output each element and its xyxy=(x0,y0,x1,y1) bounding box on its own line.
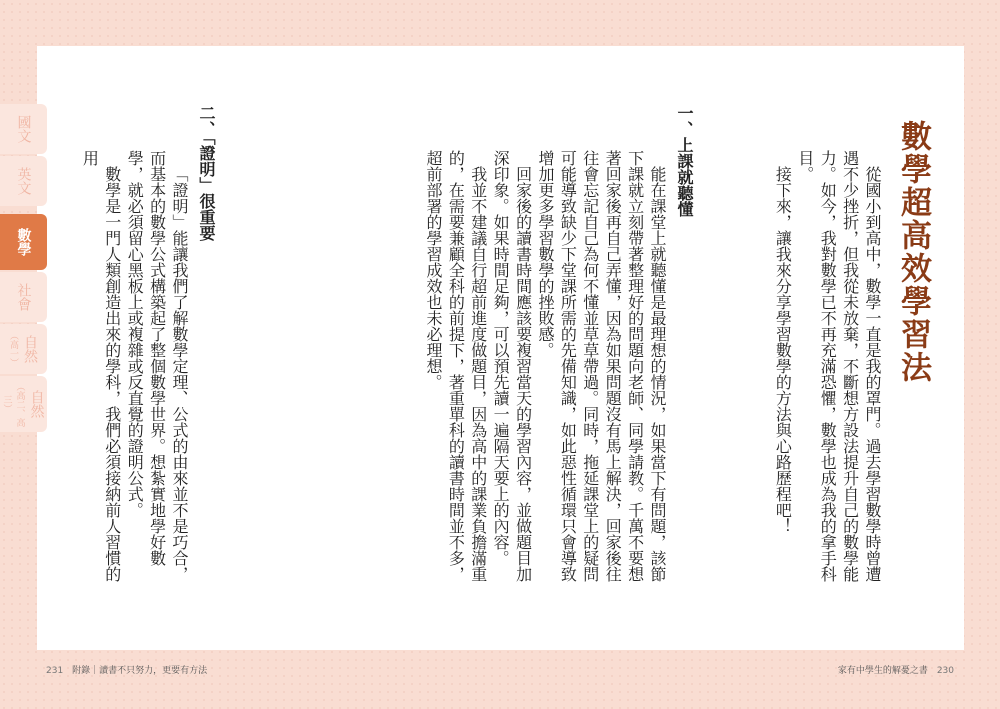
tab-label: 數學 xyxy=(15,228,32,256)
section2-heading: 二、「證明」很重要 xyxy=(197,105,216,241)
page-number-right: 230 xyxy=(936,666,954,676)
section1-paragraph-1: 能在課堂上就聽懂是最理想的情況，如果當下有問題，該節下課就立刻帶著整理好的問題向老師、同學請教。千萬不要想著回家後再自己弄懂，因為如果問題沒有馬上解決，回家後往往會忘記自己為何不懂並草草帶過。同時，拖延課堂上的疑問可能導致缺少下堂課所需的先備知識，如此惡性循環只會導致增加更多學習數學的挫敗感。 xyxy=(535,150,667,582)
tab-label: 國文 xyxy=(15,115,32,143)
tab-math[interactable] xyxy=(0,214,47,270)
footer-right-text: 家有中學生的解憂之書 xyxy=(837,666,928,676)
section2-paragraph-1: 「證明」能讓我們了解數學定理、公式的由來並不是巧合，而基本的數學公式構築起了整個數學世界。想紮實地學好數學，就必須留心黑板上或複雜或反直覺的證明公式。 xyxy=(125,150,189,582)
tab-label: 自然 xyxy=(22,335,38,363)
footer-left-text: 附錄｜讀書不只努力，更要有方法 xyxy=(72,666,208,676)
intro-paragraph-2: 接下來，讓我來分享學習數學的方法與心路歷程吧！ xyxy=(773,166,793,534)
section1-heading: 一、上課就聽懂 xyxy=(675,105,694,217)
page-title: 數學超高效學習法 xyxy=(895,120,931,384)
tab-english[interactable] xyxy=(0,156,47,206)
section1-paragraph-3: 我並不建議自行超前進度做題目，因為高中的課業負擔滿重的，在需要兼顧全科的前提下，著重單科的讀書時間並不多，超前部署的學習成效也未必理想。 xyxy=(423,150,488,582)
tab-label: 英文 xyxy=(15,167,32,195)
section1-block xyxy=(236,150,668,595)
tab-social[interactable] xyxy=(0,272,47,322)
section2-paragraph-2: 數學是一門人類創造出來的學科，我們必須接納前人習慣的用 xyxy=(80,150,122,582)
tab-science-1[interactable] xyxy=(0,324,47,374)
tab-sublabel: （高二、高三） xyxy=(1,381,25,427)
tab-label: 社會 xyxy=(15,283,32,311)
footer-right xyxy=(838,663,960,676)
footer-left xyxy=(40,663,207,676)
tab-label: 自然 xyxy=(28,390,45,418)
section1-paragraph-2: 回家後的讀書時間應該要複習當天的學習內容，並做題目加深印象。如果時間足夠，可以預先讀一遍隔天要上的內容。 xyxy=(491,150,533,582)
tab-sublabel: （高一） xyxy=(8,331,18,367)
intro-block xyxy=(738,150,883,595)
intro-paragraph-1: 從國小到高中，數學一直是我的罩門。過去學習數學時曾遭遇不少挫折，但我從未放棄，不斷想方設法提升自己的數學能力。如今，我對數學已不再充滿恐懼，數學也成為我的拿手科目。 xyxy=(795,150,882,582)
page-number-left: 231 xyxy=(46,666,64,676)
tab-chinese[interactable] xyxy=(0,104,47,154)
tab-science-2[interactable] xyxy=(0,376,47,432)
section2-block xyxy=(72,150,190,595)
